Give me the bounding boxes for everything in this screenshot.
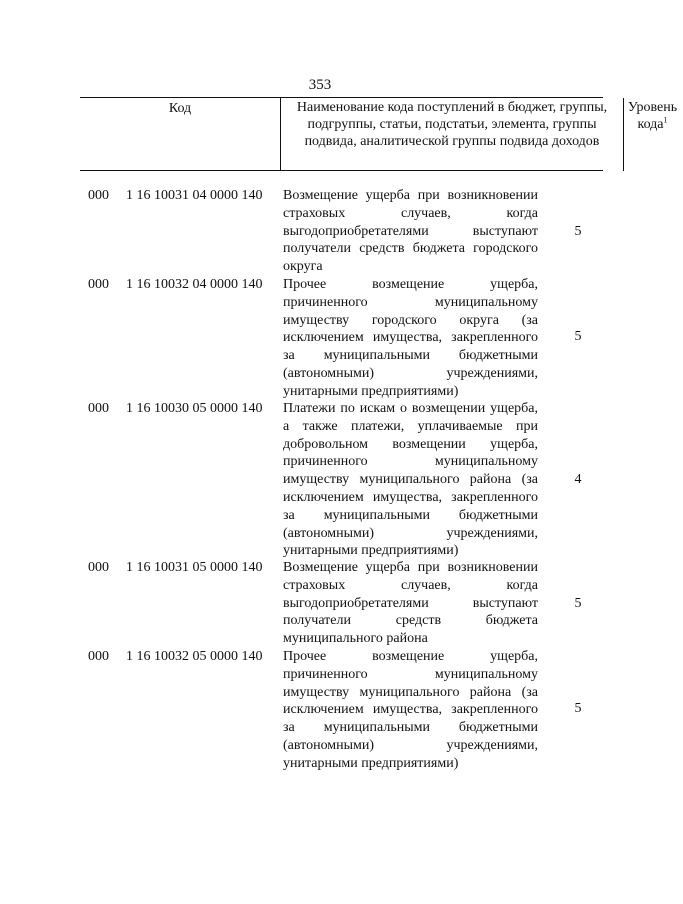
- income-name: Возмещение ущерба при возникновении страховых случаев, когда выгодоприобретателями выступают получатели средств бюджета муниципального района: [283, 560, 538, 647]
- header-name: Наименование кода поступлений в бюджет, группы, подгруппы, статьи, подстатьи, элемента, группы подвида, аналитической группы подвида доходов: [280, 98, 624, 171]
- income-name: Возмещение ущерба при возникновении страховых случаев, когда выгодоприобретателями выступают получатели средств бюджета городского округа: [283, 188, 538, 275]
- header-level: [622, 98, 683, 171]
- page-number: 353: [308, 77, 332, 93]
- code-level: 5: [574, 329, 582, 344]
- code-level: 4: [574, 472, 582, 487]
- budget-code: 1 16 10031 04 0000 140: [126, 188, 263, 203]
- table-row: [0, 276, 640, 400]
- income-name: Прочее возмещение ущерба, причиненного муниципальному имуществу городского округа (за исключением имущества, закрепленного за муниципальными бюджетными (автономными) учреждениями, унитарными предприятиями): [283, 277, 538, 399]
- code-level: 5: [574, 701, 582, 716]
- income-name: Платежи по искам о возмещении ущерба, а также платежи, уплачиваемые при добровольном возмещении ущерба, причиненного муниципальному имуществу муниципального района (за исключением имущества, закрепленного за муниципальными бюджетными (автономными) учреждениями, унитарными предприятиями): [283, 401, 538, 559]
- table-row: [0, 187, 640, 276]
- admin-code: 000: [88, 277, 109, 292]
- footnote-marker: 1: [663, 115, 668, 125]
- table-body: [0, 187, 640, 772]
- code-level: 5: [574, 224, 582, 239]
- code-level: 5: [574, 596, 582, 611]
- header-code: Код: [168, 101, 192, 116]
- income-name: Прочее возмещение ущерба, причиненного муниципальному имуществу муниципального района (за исключением имущества, закрепленного за муниципальными бюджетными (автономными) учреждениями, унитарными предприятиями): [283, 649, 538, 771]
- budget-code: 1 16 10032 04 0000 140: [126, 277, 263, 292]
- admin-code: 000: [88, 560, 109, 575]
- budget-code: 1 16 10032 05 0000 140: [126, 649, 263, 664]
- table-header: [80, 97, 678, 171]
- budget-code: 1 16 10031 05 0000 140: [126, 560, 263, 575]
- table-row: [0, 400, 640, 559]
- admin-code: 000: [88, 188, 109, 203]
- budget-code: 1 16 10030 05 0000 140: [126, 401, 263, 416]
- table-row: [0, 559, 640, 648]
- admin-code: 000: [88, 401, 109, 416]
- table-row: [0, 648, 640, 772]
- admin-code: 000: [88, 649, 109, 664]
- header-level-label: Уровень кода: [627, 100, 678, 132]
